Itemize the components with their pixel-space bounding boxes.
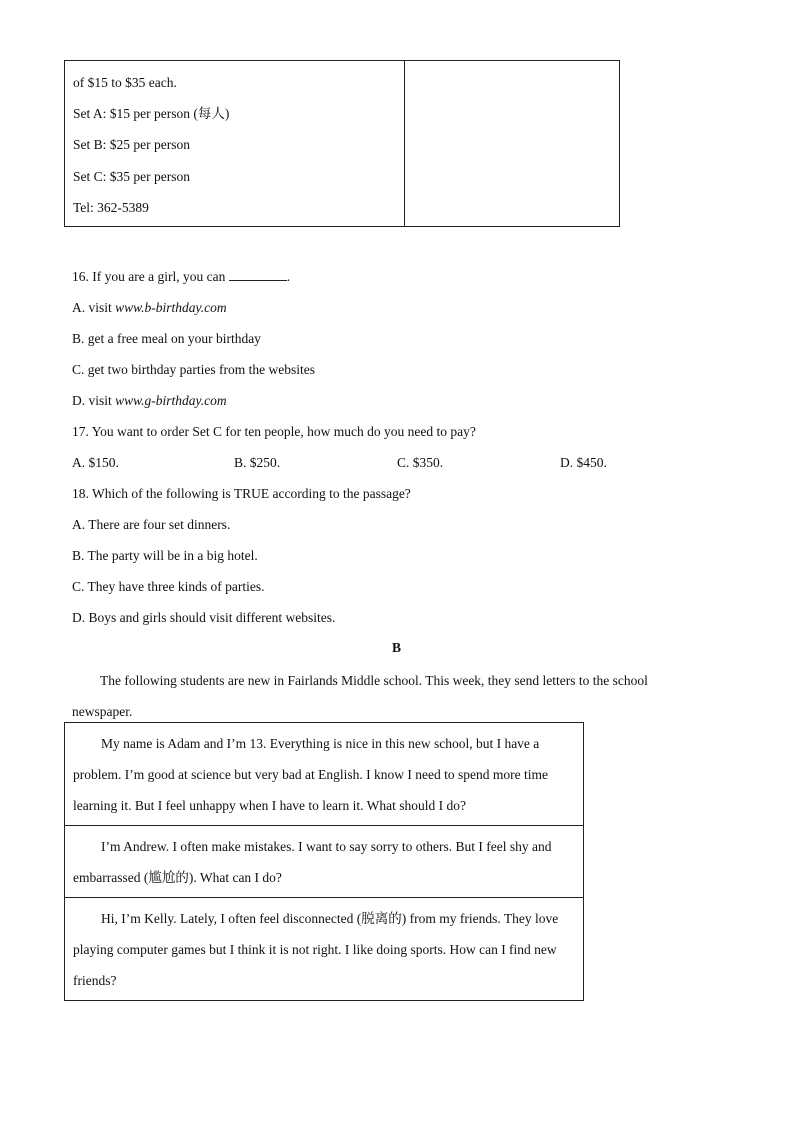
q18-option-a: A. There are four set dinners.	[72, 517, 231, 532]
ad-table-left-cell	[65, 61, 405, 226]
q16-option-a-label: A. visit	[72, 300, 116, 315]
section-b-heading: B	[392, 640, 402, 655]
ad-line-set-c: Set C: $35 per person	[73, 168, 190, 184]
q16-option-a-url: www.b-birthday.com	[115, 300, 227, 315]
q16-option-c: C. get two birthday parties from the websites	[72, 362, 315, 377]
q18-option-d: D. Boys and girls should visit different websites.	[72, 610, 336, 625]
ad-line-set-b: Set B: $25 per person	[73, 137, 190, 153]
ad-line-set-a: Set A: $15 per person (每人)	[73, 106, 230, 122]
section-b-intro: The following students are new in Fairlands Middle school. This week, they send letters to the school newspaper.	[72, 673, 648, 719]
q16-option-a	[72, 298, 227, 318]
letter-andrew: I’m Andrew. I often make mistakes. I want to say sorry to others. But I feel shy and embarrassed (尴尬的). What can I do?	[65, 826, 583, 898]
letter-adam: My name is Adam and I’m 13. Everything is nice in this new school, but I have a problem. I’m good at science but very bad at English. I know I need to spend more time learning it. But I feel unhappy when I have to learn it. What should I do?	[65, 723, 583, 826]
ad-table-right-cell	[405, 61, 619, 226]
ad-line-tel: Tel: 362-5389	[73, 199, 149, 215]
question-17-stem: 17. You want to order Set C for ten people, how much do you need to pay?	[72, 424, 476, 439]
q17-option-d: D. $450.	[560, 455, 607, 470]
q16-option-d	[72, 391, 227, 411]
ad-line-price-range: of $15 to $35 each.	[73, 75, 177, 90]
q17-option-a: A. $150.	[72, 455, 119, 470]
letter-kelly: Hi, I’m Kelly. Lately, I often feel disconnected (脱离的) from my friends. They love playing computer games but I think it is not right. I like doing sports. How can I find new friends?	[73, 911, 559, 988]
q17-options	[72, 453, 632, 473]
question-16-stem	[72, 267, 290, 287]
q16-option-d-url: www.g-birthday.com	[115, 393, 227, 408]
letters-table	[64, 722, 584, 1001]
q16-option-b: B. get a free meal on your birthday	[72, 331, 261, 346]
q16-option-d-label: D. visit	[72, 393, 116, 408]
q18-option-c: C. They have three kinds of parties.	[72, 579, 265, 594]
q17-option-b: B. $250.	[234, 455, 281, 470]
q18-option-b: B. The party will be in a big hotel.	[72, 548, 258, 563]
ad-table	[64, 60, 620, 227]
answer-blank	[229, 267, 287, 281]
question-18-stem: 18. Which of the following is TRUE according to the passage?	[72, 486, 411, 501]
q17-option-c: C. $350.	[397, 455, 444, 470]
q16-stem-text: 16. If you are a girl, you can	[72, 269, 229, 284]
q16-stem-end: .	[286, 269, 291, 284]
